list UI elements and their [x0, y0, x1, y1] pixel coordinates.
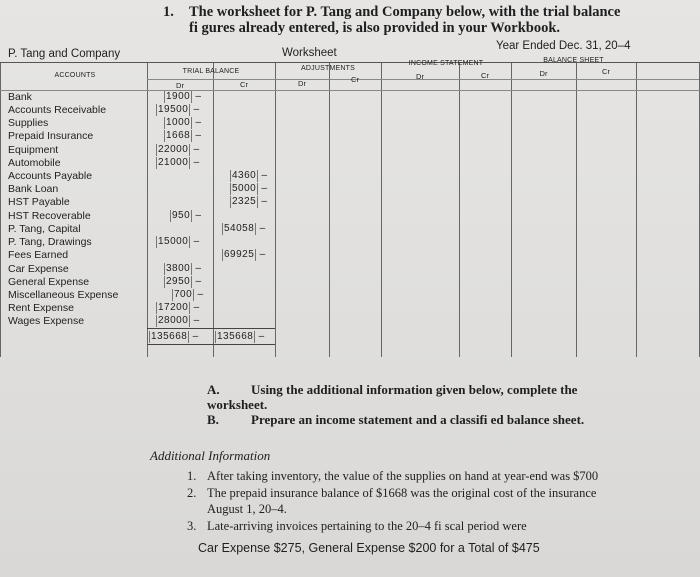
tb-dr-label: Dr — [176, 81, 184, 90]
tb-credit-amount: 5000 – — [232, 183, 268, 194]
tb-debit-amount: 700 – — [174, 289, 204, 300]
account-row-label: Rent Expense — [8, 302, 74, 314]
account-row-label: Prepaid Insurance — [8, 130, 94, 142]
account-row-label: HST Payable — [8, 196, 70, 208]
account-row-label: Wages Expense — [8, 315, 85, 327]
worksheet-grid — [0, 57, 700, 357]
instruction-a-text-2: worksheet. — [207, 397, 268, 412]
account-row-label: Fees Earned — [8, 249, 69, 261]
account-row-label: Accounts Payable — [8, 170, 93, 182]
additional-info-title: Additional Information — [150, 448, 271, 463]
account-row-label: Equipment — [8, 144, 59, 156]
is-dr-label: Dr — [416, 72, 424, 81]
bs-dr-label: Dr — [539, 69, 548, 78]
worksheet-period: Year Ended Dec. 31, 20–4 — [496, 40, 631, 52]
adjustments-header: ADJUSTMENTS — [301, 65, 355, 72]
tb-debit-amount: 1668 – — [166, 130, 202, 141]
tb-credit-amount: 54058 – — [224, 223, 266, 234]
account-row-label: HST Recoverable — [8, 210, 91, 222]
account-row-label: Bank Loan — [8, 183, 59, 195]
account-row-label: Bank — [8, 91, 32, 103]
tb-debit-amount: 21000 – — [158, 157, 200, 168]
account-row-label: Supplies — [8, 117, 49, 129]
adj-cr-label: Cr — [351, 75, 359, 84]
problem-line-2: fi gures already entered, is also provided in your Workbook. — [189, 20, 561, 36]
account-row-label: P. Tang, Drawings — [8, 236, 92, 248]
company-name: P. Tang and Company — [8, 48, 121, 60]
additional-item: 1. After taking inventory, the value of the supplies on hand at year-end was $700 — [187, 469, 599, 483]
tb-debit-amount: 17200 – — [158, 302, 200, 313]
worksheet-title: Worksheet — [282, 47, 337, 59]
tb-credit-amount: 4360 – — [232, 170, 268, 181]
additional-item: 3. Late-arriving invoices pertaining to the 20–4 fi scal period were — [187, 519, 527, 533]
tb-debit-amount: 1000 – — [166, 117, 202, 128]
tb-debit-total: 135668 – — [151, 331, 199, 342]
tb-debit-amount: 950 – — [172, 210, 202, 221]
additional-item-continued: August 1, 20–4. — [207, 502, 287, 516]
problem-line-1: The worksheet for P. Tang and Company below, with the trial balance — [189, 4, 621, 20]
additional-item: 2. The prepaid insurance balance of $1668 was the original cost of the insurance — [187, 486, 597, 500]
income-statement-header: INCOME STATEMENT — [408, 60, 484, 67]
problem-number: 1. — [163, 4, 174, 20]
instruction-a-label: A. — [207, 382, 220, 397]
instruction-b-label: B. — [207, 412, 219, 427]
accounts-header: ACCOUNTS — [54, 72, 96, 79]
adj-dr-label: Dr — [298, 79, 306, 88]
tb-cr-label: Cr — [240, 80, 248, 89]
account-row-label: Car Expense — [8, 263, 69, 275]
problem-statement — [163, 4, 700, 36]
trial-balance-header: TRIAL BALANCE — [182, 68, 240, 75]
instruction-b-text: Prepare an income statement and a classifi ed balance sheet. — [251, 412, 585, 427]
tb-debit-amount: 19500 – — [158, 104, 200, 115]
late-invoices-line: Car Expense $275, General Expense $200 for a Total of $475 — [198, 541, 540, 555]
tb-debit-amount: 28000 – — [158, 315, 200, 326]
account-row-label: P. Tang, Capital — [8, 223, 81, 235]
instructions — [207, 382, 697, 427]
tb-credit-amount: 2325 – — [232, 196, 268, 207]
bs-cr-label: Cr — [602, 67, 610, 76]
balance-sheet-header: BALANCE SHEET — [543, 57, 604, 64]
tb-debit-amount: 22000 – — [158, 144, 200, 155]
account-row-label: Accounts Receivable — [8, 104, 107, 116]
tb-debit-amount: 3800 – — [166, 263, 202, 274]
tb-credit-total: 135668 – — [217, 331, 265, 342]
tb-debit-amount: 15000 – — [158, 236, 200, 247]
account-row-label: General Expense — [8, 276, 90, 288]
tb-credit-amount: 69925 – — [224, 249, 266, 260]
tb-debit-amount: 2950 – — [166, 276, 202, 287]
account-row-label: Miscellaneous Expense — [8, 289, 119, 301]
is-cr-label: Cr — [481, 71, 489, 80]
account-row-label: Automobile — [8, 157, 61, 169]
instruction-a-text: Using the additional information given below, complete the — [251, 382, 578, 397]
tb-debit-amount: 1900 – — [166, 91, 202, 102]
